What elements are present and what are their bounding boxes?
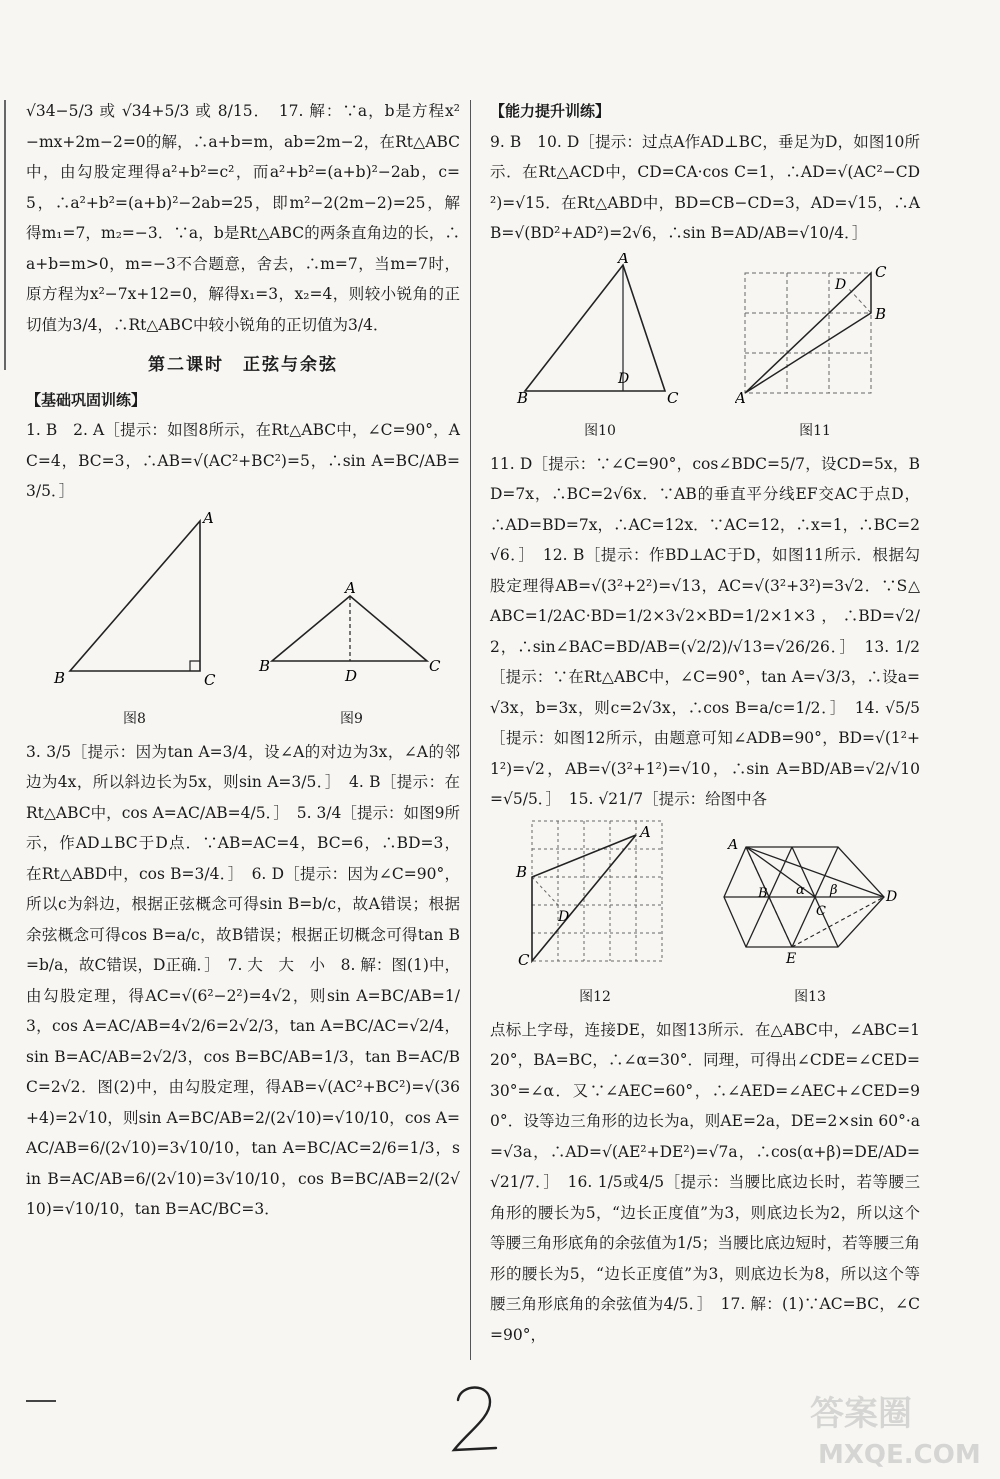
figure-12-caption: 图12 — [579, 989, 611, 1005]
figure-10-diagram — [515, 253, 685, 403]
figure-13 — [720, 839, 900, 1013]
figures-8-9 — [26, 511, 460, 735]
fig10-label-a: A — [618, 252, 629, 267]
watermark-line2: MXQE.COM — [818, 1440, 981, 1470]
scan-edge-mark — [4, 100, 9, 370]
fig13-label-alpha: α — [796, 882, 805, 898]
answers-15-17: 点标上字母，连接DE，如图13所示．在△ABC中，∠ABC=120°，BA=BC，∴∠α=30°．同理，可得出∠CDE=∠CED=30°=∠α．又∵∠AEC=60°，∴∠AED=∠AEC+∠CED=90°．设等边三角形的边长为a，则AE=2a，DE=2×sin 60°·a=√3a，∴AD=√(AE²+DE²)=√7a，∴cos(α+β)=DE/AD=√21/7．］ 16. 1/5或4/5［提示：当腰比底边长时，若等腰三角形的腰长为5，“边长正度值”为3，则底边长为2，所以这个等腰三角形底角的余弦值为1/5；当腰比底边短时，若等腰三角形的腰长为5，“边长正度值”为3，则底边长为8，所以这个等腰三角形底角的余弦值为4/5．］ 17. 解：(1)∵AC=BC，∠C=90°， — [490, 1020, 920, 1344]
fig12-label-a: A — [640, 822, 651, 841]
figure-12 — [510, 819, 680, 1013]
fig9-label-b: B — [258, 656, 270, 675]
left-column — [26, 96, 460, 1225]
fig8-label-c: C — [203, 670, 215, 689]
figure-9 — [257, 581, 447, 735]
column-divider — [470, 100, 471, 1360]
fig11-label-b: B — [875, 304, 887, 323]
figure-9-caption: 图9 — [340, 711, 363, 727]
fig12-label-c: C — [518, 950, 530, 969]
fig13-label-b: B — [758, 885, 768, 901]
fig11-label-c: C — [875, 262, 887, 281]
fig13-label-d: D — [886, 888, 898, 905]
answers-9-10: 9. B 10. D［提示：过点A作AD⊥BC，垂足为D，如图10所示．在Rt△ACD中，CD=CA·cos C=1，∴AD=√(AC²−CD²)=√15．在Rt△ABD中，BD=CB−CD=3，AD=√15，∴AB=√(BD²+AD²)=2√6，∴sin B=AD/AB=√10/4．］ — [490, 132, 920, 242]
handwritten-page-number — [446, 1378, 506, 1458]
figure-9-diagram — [257, 581, 447, 691]
watermark-line1: 答案圈 — [810, 1394, 912, 1434]
figure-8-diagram — [40, 511, 230, 691]
fig13-label-a: A — [728, 838, 739, 853]
section-title: 第二课时 正弦与余弦 — [148, 355, 338, 375]
fig10-label-d: D — [618, 370, 630, 387]
fig11-label-d: D — [835, 276, 847, 293]
fig9-label-d: D — [344, 666, 357, 685]
fig11-label-a: A — [735, 388, 746, 403]
fig8-label-a: A — [202, 510, 214, 527]
fig10-label-c: C — [667, 388, 679, 403]
fig13-label-e: E — [786, 950, 797, 967]
basic-training-tag: 【基础巩固训练】 — [26, 390, 147, 409]
bottom-dash — [26, 1400, 56, 1402]
advanced-training-tag: 【能力提升训练】 — [490, 102, 611, 120]
figure-11 — [735, 263, 895, 447]
fig13-label-c: C — [816, 903, 826, 919]
answers-1-2: 1. B 2. A［提示：如图8所示，在Rt△ABC中，∠C=90°，AC=4，BC=3，∴AB=√(AC²+BC²)=5，∴sin A=BC/AB=3/5．］ — [26, 421, 460, 500]
fig9-label-c: C — [428, 656, 440, 675]
figure-13-diagram — [720, 839, 900, 969]
watermark-logo — [800, 1385, 990, 1475]
figures-12-13 — [490, 819, 920, 1013]
figure-11-caption: 图11 — [799, 423, 831, 439]
fig8-label-b: B — [53, 668, 65, 687]
figure-10-caption: 图10 — [584, 423, 616, 439]
fig13-label-beta: β — [830, 882, 838, 898]
fig12-label-d: D — [558, 908, 570, 925]
figure-11-diagram — [735, 263, 895, 403]
fig9-label-a: A — [344, 580, 356, 597]
answer-17-prev: √34−5/3 或 √34+5/3 或 8/15． 17. 解：∵a，b是方程x²−mx+2m−2=0的解，∴a+b=m，ab=2m−2，在Rt△ABC中，由勾股定理得a²+b²=c²，而a²+b²=(a+b)²−2ab，c=5，∴a²+b²=(a+b)²−2ab=25，即m²−2(2m−2)=25，解得m₁=7，m₂=−3．∵a，b是Rt△ABC的两条直角边的长，∴a+b=m>0，m=−3不合题意，舍去，∴m=7，当m=7时，原方程为x²−7x+12=0，解得x₁=3，x₂=4，则较小锐角的正切值为3/4，∴Rt△ABC中较小锐角的正切值为3/4． — [26, 102, 460, 334]
answers-11-15: 11. D［提示：∵∠C=90°，cos∠BDC=5/7，设CD=5x，BD=7x，∴BC=2√6x．∵AB的垂直平分线EF交AC于点D，∴AD=BD=7x，∴AC=12x．∵AC=12，∴x=1，∴BC=2√6．］ 12. B［提示：作BD⊥AC于D，如图11所示．根据勾股定理得AB=√(3²+2²)=√13，AC=√(3²+3²)=3√2．∵S△ABC=1/2AC·BD=1/2×3√2×BD=1/2×1×3，∴BD=√2/2，∴sin∠BAC=BD/AB=(√2/2)/√13=√26/26．］ 13. 1/2［提示：∵在Rt△ABC中，∠C=90°，tan A=√3/3，∴设a=√3x，b=3x，则c=2√3x，∴cos B=a/c=1/2．］ 14. √5/5［提示：如图12所示，由题意可知∠ADB=90°，BD=√(1²+1²)=√2，AB=√(3²+1²)=√10，∴sin A=BD/AB=√2/√10=√5/5．］ 15. √21/7［提示：给图中各 — [490, 454, 920, 808]
fig12-label-b: B — [516, 862, 528, 881]
figure-8 — [40, 511, 230, 735]
fig10-label-b: B — [517, 388, 529, 403]
figure-13-caption: 图13 — [794, 989, 826, 1005]
figure-12-diagram — [510, 819, 680, 969]
answers-3-8: 3. 3/5［提示：因为tan A=3/4，设∠A的对边为3x，∠A的邻边为4x，所以斜边长为5x，则sin A=3/5．］ 4. B［提示：在Rt△ABC中，cos A=AC/AB=4/5．］ 5. 3/4［提示：如图9所示，作AD⊥BC于D点．∵AB=AC=4，BC=6，∴BD=3，在Rt△ABD中，cos B=3/4．］ 6. D［提示：因为∠C=90°，所以c为斜边，根据正弦概念可得sin B=b/c，故A错误；根据余弦概念可得cos B=a/c，故B错误；根据正切概念可得tan B=b/a，故C错误，D正确．］ 7. 大 大 小 8. 解：图(1)中，由勾股定理，得AC=√(6²−2²)=4√2，则sin A=BC/AB=1/3，cos A=AC/AB=4√2/6=2√2/3，tan A=BC/AC=√2/4，sin B=AC/AB=2√2/3，cos B=BC/AB=1/3，tan B=AC/BC=2√2．图(2)中，由勾股定理，得AB=√(AC²+BC²)=√(36+4)=2√10，则sin A=BC/AB=2/(2√10)=√10/10，cos A=AC/AB=6/(2√10)=3√10/10，tan A=BC/AC=2/6=1/3，sin B=AC/AB=6/(2√10)=3√10/10，cos B=BC/AB=2/(2√10)=√10/10，tan B=AC/BC=3． — [26, 742, 460, 1218]
figure-10 — [515, 253, 685, 447]
figures-10-11 — [490, 253, 920, 447]
figure-8-caption: 图8 — [123, 711, 146, 727]
right-column — [490, 96, 920, 1350]
